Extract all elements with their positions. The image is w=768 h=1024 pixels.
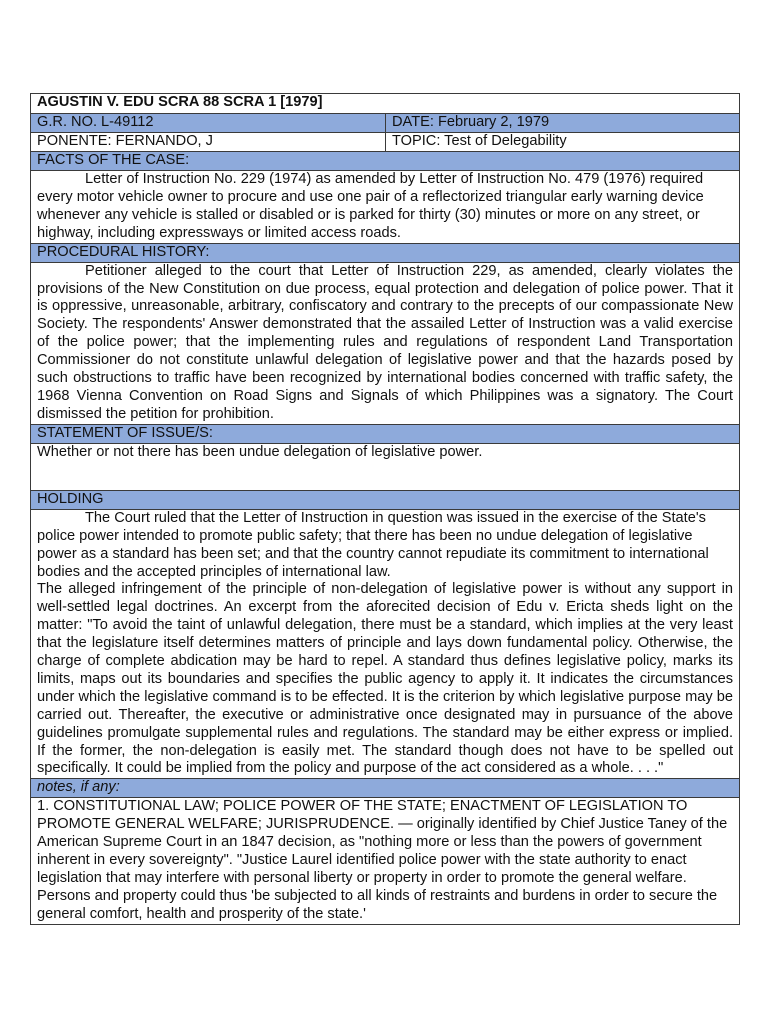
procedural-history-header: PROCEDURAL HISTORY: (31, 243, 740, 262)
holding-body (31, 509, 740, 779)
case-title: AGUSTIN V. EDU SCRA 88 SCRA 1 [1979] (31, 94, 740, 114)
ponente: PONENTE: FERNANDO, J (31, 133, 386, 152)
holding-paragraph-2: The alleged infringement of the principle of non-delegation of legislative power is without any support in well-settled legal doctrines. An excerpt from the aforecited decision of Edu v. Ericta sheds light on the matter: "To avoid the taint of unlawful delegation, there must be a standard, which implies at the very least that the legislature itself determines matters of principle and lays down fundamental policy. Otherwise, the charge of complete abdication may be hard to repel. A standard thus defines legislative policy, marks its limits, maps out its boundaries and specifies the public agency to apply it. It indicates the circumstances under which the legislative command is to be effected. It is the criterion by which legislative purpose may be carried out. Thereafter, the executive or administrative once designated may in pursuance of the above guidelines promulgate supplemental rules and regulations. The standard may be either express or implied. If the former, the non-delegation is easily met. The standard though does not have to be spelled out specifically. It could be implied from the policy and purpose of the act considered as a whole. . . ." (37, 581, 733, 777)
case-digest-table (30, 93, 740, 925)
facts-text: Letter of Instruction No. 229 (1974) as amended by Letter of Instruction No. 479 (1976) required every motor vehicle owner to procure and use one pair of a reflectorized triangular early warning device whenever any vehicle is stalled or disabled or is parked for thirty (30) minutes or more on any street, or highway, including expressways or limited access roads. (37, 171, 704, 241)
holding-paragraph-1: The Court ruled that the Letter of Instruction in question was issued in the exercise of the State's police power intended to promote public safety; that there has been no undue delegation of legislative power as a standard has been set; and that the country cannot repudiate its commitment to international bodies and the accepted principles of international law. (37, 509, 709, 580)
facts-body (31, 171, 740, 244)
holding-header: HOLDING (31, 490, 740, 509)
topic: TOPIC: Test of Delegability (386, 133, 740, 152)
issue-header: STATEMENT OF ISSUE/S: (31, 424, 740, 443)
notes-text: 1. CONSTITUTIONAL LAW; POLICE POWER OF THE STATE; ENACTMENT OF LEGISLATION TO PROMOTE GENERAL WELFARE; JURISPRUDENCE. — originally identified by Chief Justice Taney of the American Supreme Court in an 1847 decision, as "nothing more or less than the powers of government inherent in every sovereignty". "Justice Laurel identified police power with the state authority to enact legislation that may interfere with personal liberty or property in order to promote the general welfare. Persons and property could thus 'be subjected to all kinds of restraints and burdens in order to secure the general comfort, health and prosperity of the state.' (37, 798, 728, 922)
procedural-history-text: Petitioner alleged to the court that Letter of Instruction 229, as amended, clearly violates the provisions of the New Constitution on due process, equal protection and delegation of police power. That it is oppressive, unreasonable, arbitrary, confiscatory and contrary to the precepts of our compassionate New Society. The respondents' Answer demonstrated that the assailed Letter of Instruction was a valid exercise of the police power; that the implementing rules and regulations of respondent Land Transportation Commissioner do not constitute unlawful delegation of legislative power and that the hazards posed by such obstructions to traffic have been recognized by international bodies concerned with traffic safety, the 1968 Vienna Convention on Road Signs and Signals of which Philippines was a signatory. The Court dismissed the petition for prohibition. (37, 262, 733, 422)
procedural-history-body (31, 262, 740, 424)
notes-body (31, 798, 740, 924)
issue-body (31, 443, 740, 490)
decision-date: DATE: February 2, 1979 (386, 114, 740, 133)
issue-text: Whether or not there has been undue delegation of legislative power. (37, 443, 483, 460)
notes-header: notes, if any: (31, 779, 740, 798)
facts-header: FACTS OF THE CASE: (31, 152, 740, 171)
gr-number: G.R. NO. L-49112 (31, 114, 386, 133)
